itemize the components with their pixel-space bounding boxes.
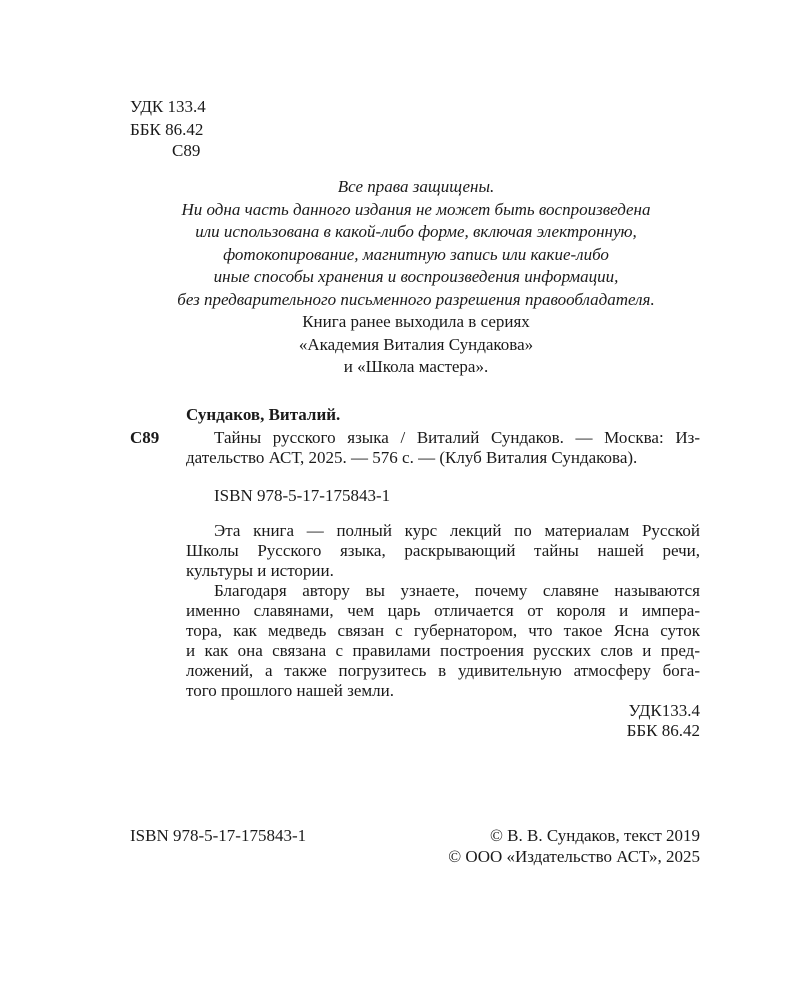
rights-line: Все права защищены. <box>337 177 495 196</box>
catalog-mark: С89 <box>130 428 160 447</box>
annotation-line: Эта книга — полный курс лекций по материалам Русской <box>214 521 700 540</box>
bbk-code: ББК 86.42 <box>130 120 204 139</box>
author-mark: С89 <box>172 141 201 160</box>
catalog-entry-line: Тайны русского языка / Виталий Сундаков. — Москва: Из- <box>214 428 700 447</box>
rights-line: фотокопирование, магнитную запись или какие-либо <box>223 244 609 264</box>
annotation-line: Школы Русского языка, раскрывающий тайны нашей речи, <box>186 541 700 560</box>
rights-line: без предварительного письменного разрешения правообладателя. <box>177 289 655 309</box>
rights-line: или использована в какой-либо форме, включая электронную, <box>195 222 637 241</box>
annotation-line: культуры и истории. <box>186 561 334 580</box>
rights-line: Ни одна часть данного издания не может быть воспроизведена <box>181 199 651 219</box>
series-note <box>100 311 732 379</box>
annotation-line: того прошлого нашей земли. <box>186 681 394 700</box>
annotation-line: тора, как медведь связан с губернатором, что такое Ясна суток <box>186 621 700 640</box>
copyright-publisher: © ООО «Издательство АСТ», 2025 <box>448 847 700 866</box>
catalog-entry-line: дательство АСТ, 2025. — 576 с. — (Клуб Виталия Сундакова). <box>186 448 638 467</box>
udk-code: УДК 133.4 <box>130 97 206 116</box>
catalog-isbn: ISBN 978-5-17-175843-1 <box>214 486 391 505</box>
series-line: Книга ранее выходила в сериях <box>302 312 530 331</box>
catalog-author: Сундаков, Виталий. <box>186 405 341 424</box>
annotation-line: именно славянами, чем царь отличается от короля и импера- <box>186 601 700 620</box>
annotation-line: Благодаря автору вы узнаете, почему славяне называются <box>214 581 700 600</box>
rights-notice <box>100 176 732 311</box>
annotation-bbk: ББК 86.42 <box>626 721 700 740</box>
rights-line: иные способы хранения и воспроизведения информации, <box>213 267 619 286</box>
copyright-author: © В. В. Сундаков, текст 2019 <box>489 826 700 845</box>
annotation-line: ложений, а также погрузитесь в удивительную атмосферу бога- <box>186 661 700 680</box>
annotation-line: и как она связана с правилами построения русских слов и пред- <box>186 641 700 660</box>
series-line: и «Школа мастера». <box>343 357 489 376</box>
annotation-udk: УДК133.4 <box>628 701 700 720</box>
footer-isbn: ISBN 978-5-17-175843-1 <box>130 826 307 845</box>
series-line: «Академия Виталия Сундакова» <box>298 334 534 354</box>
